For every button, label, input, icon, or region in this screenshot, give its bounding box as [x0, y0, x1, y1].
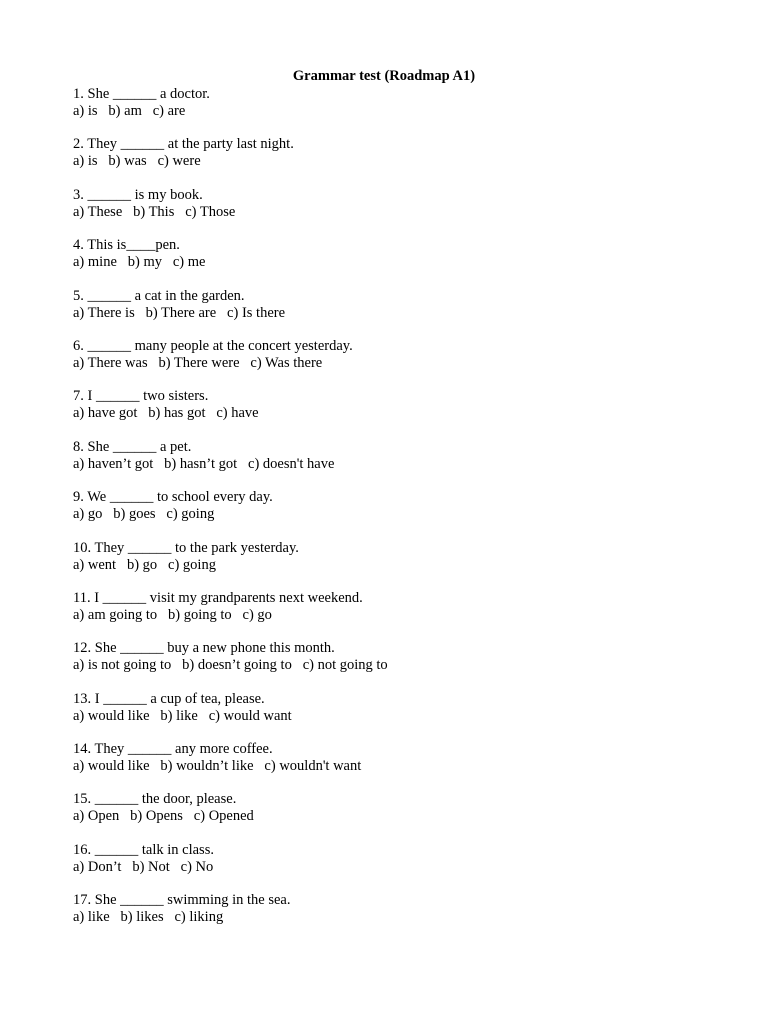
- question-item: [73, 842, 733, 892]
- question-item: [73, 741, 733, 791]
- question-options: a) go b) goes c) going: [73, 506, 215, 523]
- question-text: 5. ______ a cat in the garden.: [73, 287, 245, 304]
- question-text: 15. ______ the door, please.: [73, 791, 237, 808]
- question-item: [73, 288, 733, 338]
- question-text: 10. They ______ to the park yesterday.: [73, 539, 299, 556]
- question-item: [73, 237, 733, 287]
- question-item: [73, 791, 733, 841]
- question-text: 16. ______ talk in class.: [73, 841, 214, 858]
- question-options: a) There is b) There are c) Is there: [73, 304, 286, 321]
- question-options: a) is b) was c) were: [73, 153, 201, 170]
- question-item: [73, 640, 733, 690]
- question-text: 4. This is____pen.: [73, 237, 180, 254]
- question-text: 8. She ______ a pet.: [73, 438, 192, 455]
- question-item: [73, 338, 733, 388]
- question-text: 6. ______ many people at the concert yesterday.: [73, 337, 353, 354]
- question-text: 17. She ______ swimming in the sea.: [73, 892, 291, 909]
- question-text: 3. ______ is my book.: [73, 186, 203, 203]
- question-options: a) went b) go c) going: [73, 556, 216, 573]
- question-text: 13. I ______ a cup of tea, please.: [73, 690, 265, 707]
- question-item: [73, 439, 733, 489]
- question-options: a) Don’t b) Not c) No: [73, 858, 214, 875]
- question-item: [73, 187, 733, 237]
- question-text: 14. They ______ any more coffee.: [73, 741, 273, 758]
- question-text: 9. We ______ to school every day.: [73, 489, 273, 506]
- question-item: [73, 540, 733, 590]
- question-options: a) would like b) like c) would want: [73, 707, 292, 724]
- question-item: [73, 86, 733, 136]
- question-text: 12. She ______ buy a new phone this month.: [73, 640, 335, 657]
- question-text: 2. They ______ at the party last night.: [73, 136, 294, 153]
- question-item: [73, 388, 733, 438]
- question-item: [73, 136, 733, 186]
- question-options: a) These b) This c) Those: [73, 203, 236, 220]
- question-options: a) There was b) There were c) Was there: [73, 354, 323, 371]
- question-text: 11. I ______ visit my grandparents next weekend.: [73, 589, 363, 606]
- question-item: [73, 892, 733, 942]
- document-title: Grammar test (Roadmap A1): [292, 68, 476, 84]
- question-options: a) is b) am c) are: [73, 103, 186, 119]
- question-text: 1. She ______ a doctor.: [73, 86, 210, 102]
- question-item: [73, 691, 733, 741]
- question-options: a) like b) likes c) liking: [73, 909, 224, 926]
- question-options: a) am going to b) going to c) go: [73, 606, 272, 623]
- question-options: a) Open b) Opens c) Opened: [73, 808, 254, 825]
- question-item: [73, 489, 733, 539]
- question-options: a) mine b) my c) me: [73, 254, 206, 271]
- question-options: a) haven’t got b) hasn’t got c) doesn't have: [73, 455, 335, 472]
- question-item: [73, 590, 733, 640]
- question-options: a) have got b) has got c) have: [73, 405, 259, 422]
- question-list: [73, 86, 733, 943]
- question-text: 7. I ______ two sisters.: [73, 388, 209, 405]
- question-options: a) would like b) wouldn’t like c) wouldn't want: [73, 758, 362, 775]
- question-options: a) is not going to b) doesn’t going to c) not going to: [73, 657, 388, 674]
